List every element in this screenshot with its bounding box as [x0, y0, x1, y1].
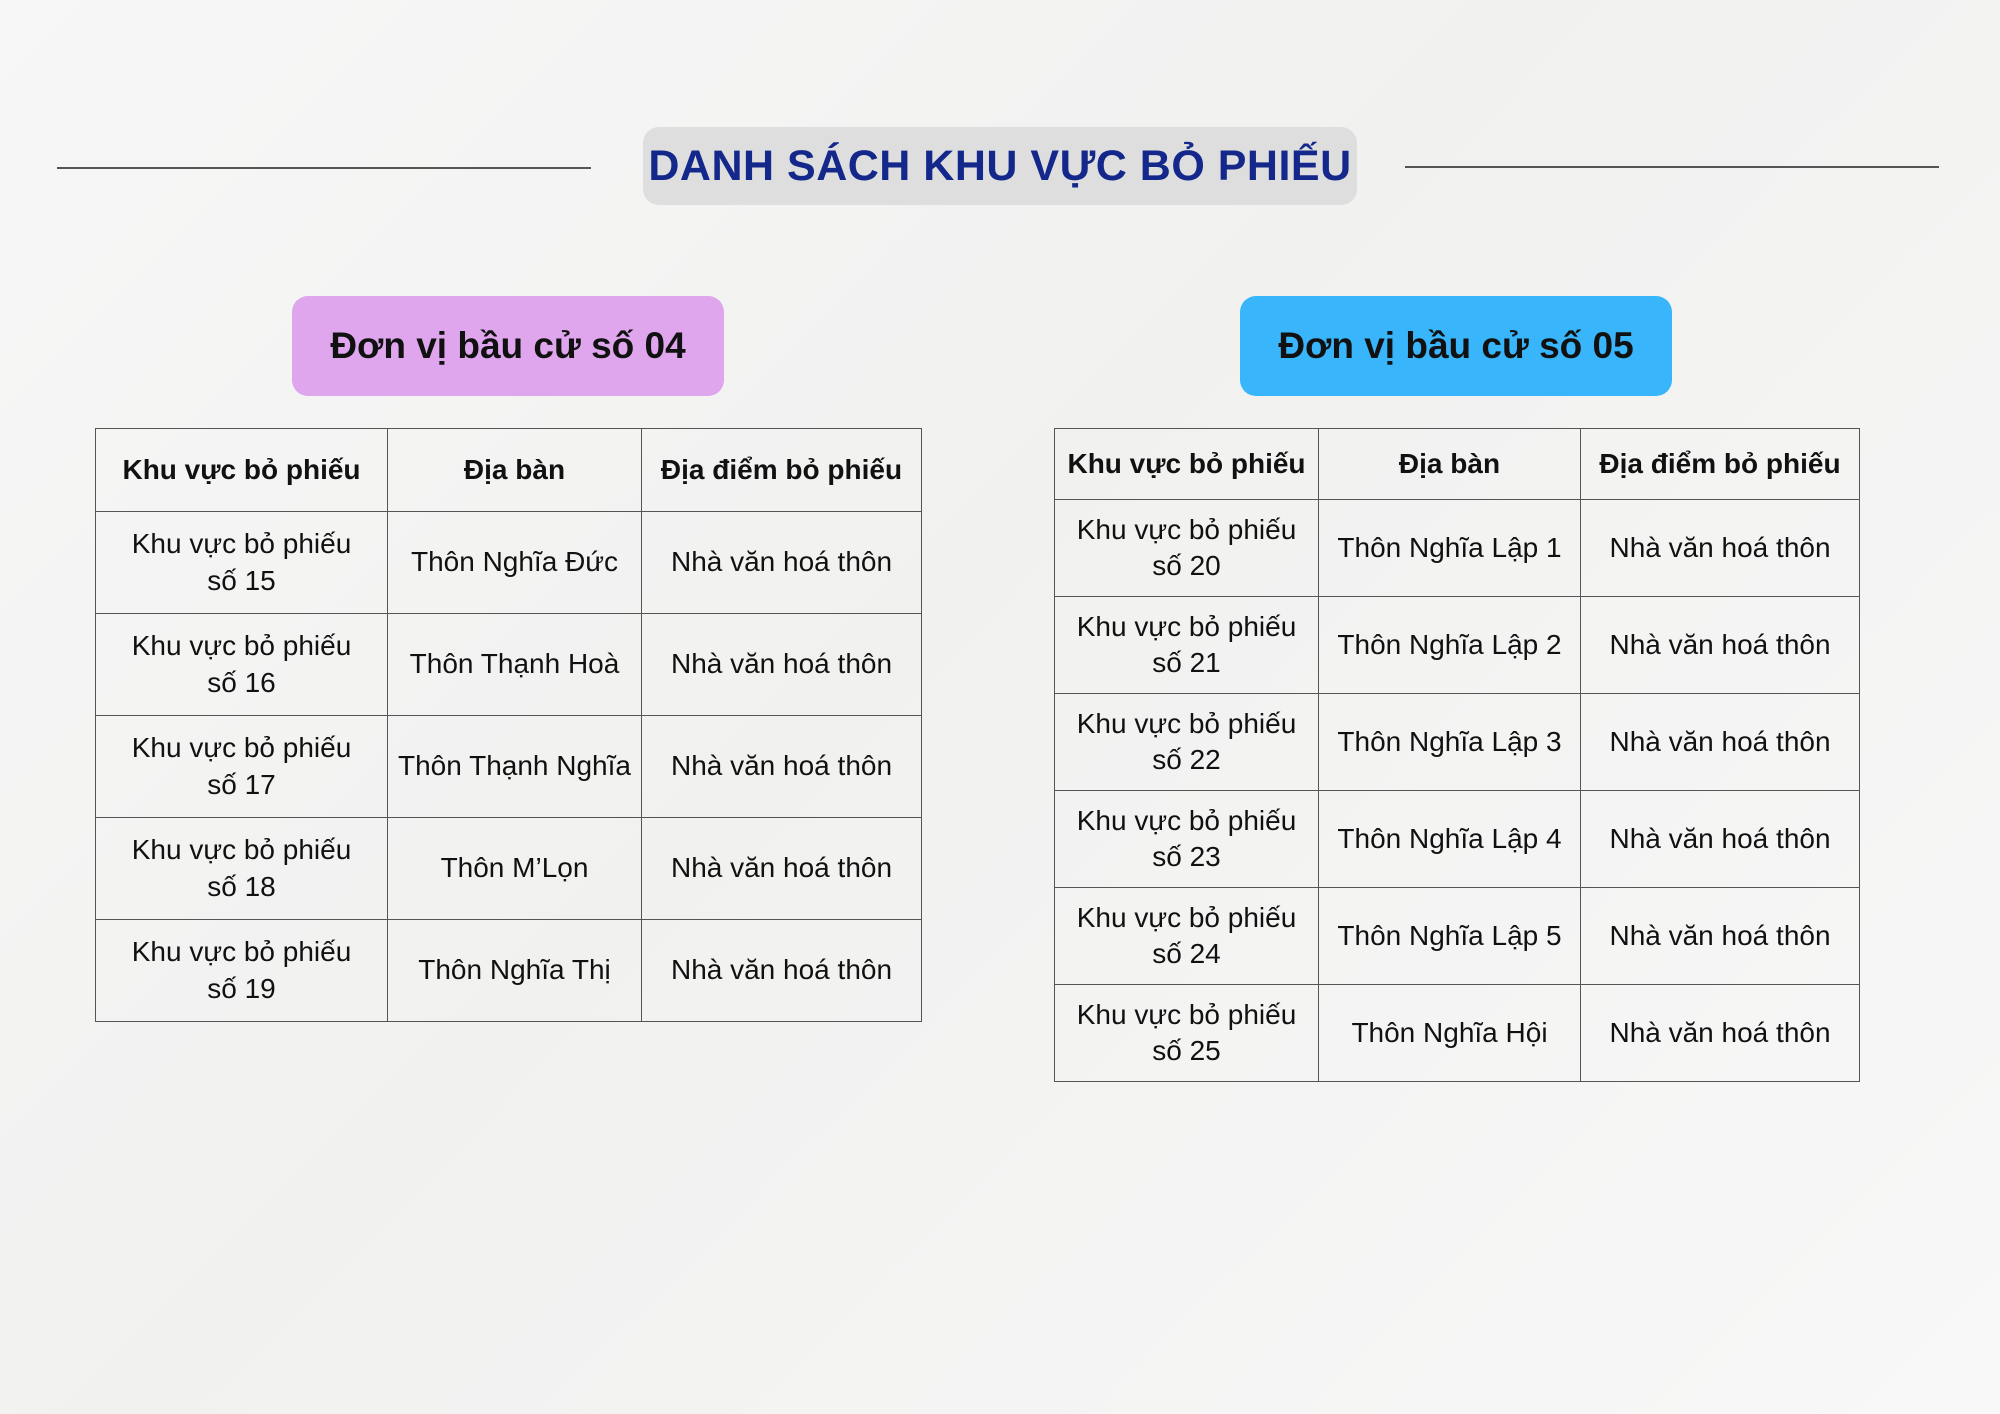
- table-row: [1055, 985, 1860, 1082]
- location-cell: Nhà văn hoá thôn: [642, 614, 922, 716]
- location-cell: Nhà văn hoá thôn: [1581, 597, 1860, 694]
- zone-cell: [96, 818, 388, 920]
- zone-cell: [1055, 985, 1319, 1082]
- table-row: [96, 512, 922, 614]
- area-cell: Thôn Nghĩa Thị: [388, 920, 642, 1022]
- header-area: Địa bàn: [1319, 429, 1581, 500]
- zone-number: số 23: [1152, 841, 1221, 872]
- unit-04-table: [95, 428, 922, 1022]
- title-divider-left: [57, 167, 591, 169]
- location-cell: Nhà văn hoá thôn: [1581, 500, 1860, 597]
- zone-label: Khu vực bỏ phiếu: [1076, 804, 1297, 836]
- table-row: [1055, 597, 1860, 694]
- area-cell: Thôn Nghĩa Lập 5: [1319, 888, 1581, 985]
- title-divider-right: [1405, 166, 1939, 168]
- zone-label: Khu vực bỏ phiếu: [131, 732, 352, 764]
- zone-cell: [96, 614, 388, 716]
- table-row: [1055, 791, 1860, 888]
- table-header-row: [96, 429, 922, 512]
- zone-cell: [1055, 500, 1319, 597]
- table-header-row: [1055, 429, 1860, 500]
- zone-number: số 24: [1152, 938, 1221, 969]
- zone-cell: [1055, 888, 1319, 985]
- unit-04-label: Đơn vị bầu cử số 04: [292, 296, 724, 396]
- area-cell: Thôn Nghĩa Lập 3: [1319, 694, 1581, 791]
- header-location: Địa điểm bỏ phiếu: [1581, 429, 1860, 500]
- header-area: Địa bàn: [388, 429, 642, 512]
- unit-05-table: [1054, 428, 1860, 1082]
- header-zone: Khu vực bỏ phiếu: [96, 429, 388, 512]
- zone-number: số 15: [207, 564, 276, 596]
- area-cell: Thôn Thạnh Nghĩa: [388, 716, 642, 818]
- zone-number: số 17: [207, 768, 276, 800]
- area-cell: Thôn Nghĩa Lập 1: [1319, 500, 1581, 597]
- table-row: [1055, 500, 1860, 597]
- zone-cell: [96, 716, 388, 818]
- location-cell: Nhà văn hoá thôn: [1581, 888, 1860, 985]
- zone-number: số 18: [207, 870, 276, 902]
- header-zone: Khu vực bỏ phiếu: [1055, 429, 1319, 500]
- zone-label: Khu vực bỏ phiếu: [1076, 610, 1297, 642]
- zone-label: Khu vực bỏ phiếu: [131, 834, 352, 866]
- area-cell: Thôn Nghĩa Hội: [1319, 985, 1581, 1082]
- zone-number: số 19: [207, 972, 276, 1004]
- zone-number: số 16: [207, 666, 276, 698]
- zone-number: số 21: [1152, 647, 1221, 678]
- location-cell: Nhà văn hoá thôn: [642, 818, 922, 920]
- zone-cell: [1055, 597, 1319, 694]
- location-cell: Nhà văn hoá thôn: [642, 920, 922, 1022]
- location-cell: Nhà văn hoá thôn: [1581, 791, 1860, 888]
- zone-label: Khu vực bỏ phiếu: [1076, 998, 1297, 1030]
- zone-cell: [96, 920, 388, 1022]
- zone-label: Khu vực bỏ phiếu: [1076, 707, 1297, 739]
- zone-cell: [1055, 694, 1319, 791]
- area-cell: Thôn M’Lọn: [388, 818, 642, 920]
- zone-label: Khu vực bỏ phiếu: [1076, 901, 1297, 933]
- zone-label: Khu vực bỏ phiếu: [131, 936, 352, 968]
- page-title: DANH SÁCH KHU VỰC BỎ PHIẾU: [643, 127, 1357, 205]
- location-cell: Nhà văn hoá thôn: [1581, 694, 1860, 791]
- zone-label: Khu vực bỏ phiếu: [131, 630, 352, 662]
- table-row: [96, 716, 922, 818]
- unit-05-label: Đơn vị bầu cử số 05: [1240, 296, 1672, 396]
- area-cell: Thôn Nghĩa Lập 4: [1319, 791, 1581, 888]
- zone-number: số 25: [1152, 1035, 1221, 1066]
- zone-cell: [1055, 791, 1319, 888]
- location-cell: Nhà văn hoá thôn: [1581, 985, 1860, 1082]
- table-row: [1055, 694, 1860, 791]
- header-location: Địa điểm bỏ phiếu: [642, 429, 922, 512]
- location-cell: Nhà văn hoá thôn: [642, 512, 922, 614]
- area-cell: Thôn Thạnh Hoà: [388, 614, 642, 716]
- zone-cell: [96, 512, 388, 614]
- area-cell: Thôn Nghĩa Lập 2: [1319, 597, 1581, 694]
- table-row: [1055, 888, 1860, 985]
- area-cell: Thôn Nghĩa Đức: [388, 512, 642, 614]
- location-cell: Nhà văn hoá thôn: [642, 716, 922, 818]
- table-row: [96, 614, 922, 716]
- zone-number: số 20: [1152, 550, 1221, 581]
- table-row: [96, 920, 922, 1022]
- table-row: [96, 818, 922, 920]
- zone-number: số 22: [1152, 744, 1221, 775]
- zone-label: Khu vực bỏ phiếu: [131, 528, 352, 560]
- zone-label: Khu vực bỏ phiếu: [1076, 513, 1297, 545]
